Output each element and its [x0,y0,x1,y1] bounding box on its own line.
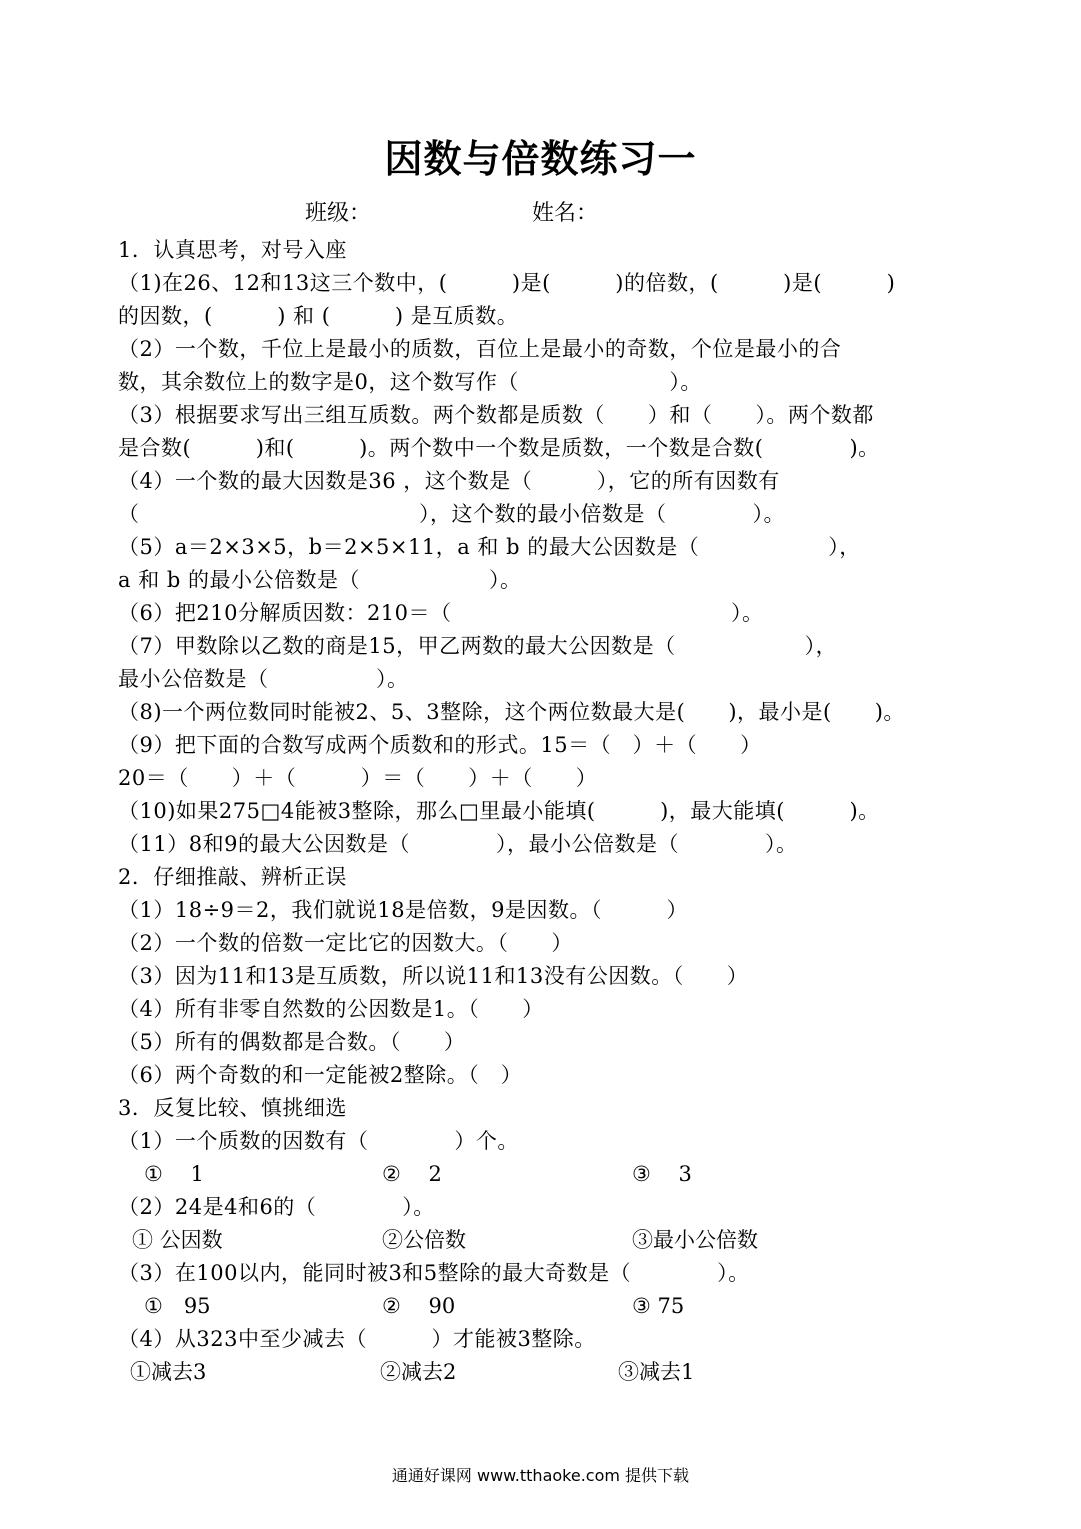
question-line: （2）24是4和6的（ ）。 [118,1195,435,1219]
question-line: （1）一个质数的因数有（ ）个。 [118,1129,519,1153]
question-line: （7）甲数除以乙数的商是15，甲乙两数的最大公因数是（ ）， [118,634,838,658]
footer-credit: 通通好课网 www.tthaoke.com 提供下载 [391,1466,690,1485]
question-line: （4）一个数的最大因数是36 ，这个数是（ ），它的所有因数有 [118,469,780,493]
question-line: （3）在100以内，能同时被3和5整除的最大奇数是（ ）。 [118,1261,750,1285]
choice-option: ③ 75 [632,1294,685,1318]
question-line: （10)如果275□4能被3整除，那么□里最小能填( )，最大能填( )。 [118,799,880,823]
question-line: 20＝（ ）＋（ ）＝（ ）＋（ ） [118,766,598,790]
choice-option: ② 2 [382,1162,442,1186]
worksheet-content [118,234,968,1389]
section-1-heading: 1．认真思考，对号入座 [118,238,347,262]
choice-option: ③减去1 [618,1360,695,1384]
choice-option: ① 公因数 [132,1228,223,1252]
choice-option: ③最小公倍数 [632,1228,758,1252]
question-line: a 和 b 的最小公倍数是（ ）。 [118,568,522,592]
question-line: （ ），这个数的最小倍数是（ ）。 [118,502,785,526]
choice-option: ②公倍数 [382,1228,466,1252]
section-3-heading: 3．反复比较、慎挑细选 [118,1096,347,1120]
choice-row [118,1290,968,1323]
question-line: （8)一个两位数同时能被2、5、3整除，这个两位数最大是( )，最小是( )。 [118,700,905,724]
question-line: 最小公倍数是（ ）。 [118,667,409,691]
choice-option: ① 1 [144,1162,204,1186]
choice-option: ① 95 [144,1294,211,1318]
choice-row [118,1158,968,1191]
question-line: （2）一个数，千位上是最小的质数，百位上是最小的奇数，个位是最小的合 [118,337,842,361]
question-line: （2）一个数的倍数一定比它的因数大。（ ） [118,931,573,955]
question-line: 数，其余数位上的数字是0，这个数写作（ ）。 [118,370,702,394]
class-label: 班级： [305,201,372,226]
choice-row [118,1356,968,1389]
question-line: （1)在26、12和13这三个数中，( )是( )的倍数，( )是( ) [118,271,896,295]
choice-option: ①减去3 [130,1360,207,1384]
question-line: （3）因为11和13是互质数，所以说11和13没有公因数。（ ） [118,964,749,988]
question-line: （5）a＝2×3×5，b＝2×5×11，a 和 b 的最大公因数是（ ）， [118,535,861,559]
question-line: 的因数，( ) 和 ( ) 是互质数。 [118,304,519,328]
question-line: （11）8和9的最大公因数是（ ），最小公倍数是（ ）。 [118,832,798,856]
question-line: （6）两个奇数的和一定能被2整除。（ ） [118,1063,523,1087]
section-2-heading: 2．仔细推敲、辨析正误 [118,865,347,889]
choice-row [118,1224,968,1257]
question-line: （4）所有非零自然数的公因数是1。（ ） [118,997,544,1021]
question-line: （3）根据要求写出三组互质数。两个数都是质数（ ）和（ ）。两个数都 [118,403,874,427]
question-line: （5）所有的偶数都是合数。（ ） [118,1030,466,1054]
question-line: （9）把下面的合数写成两个质数和的形式。15＝（ ）＋（ ） [118,733,762,757]
name-label: 姓名： [532,201,599,226]
question-line: （6）把210分解质因数：210＝（ ）。 [118,601,764,625]
choice-option: ②减去2 [380,1360,457,1384]
question-line: （1）18÷9＝2，我们就说18是倍数，9是因数。（ ） [118,898,688,922]
choice-option: ② 90 [382,1294,456,1318]
choice-option: ③ 3 [632,1162,692,1186]
question-line: （4）从323中至少减去（ ）才能被3整除。 [118,1327,596,1351]
question-line: 是合数( )和( )。两个数中一个数是质数，一个数是合数( )。 [118,436,880,460]
page-title: 因数与倍数练习一 [384,137,697,181]
